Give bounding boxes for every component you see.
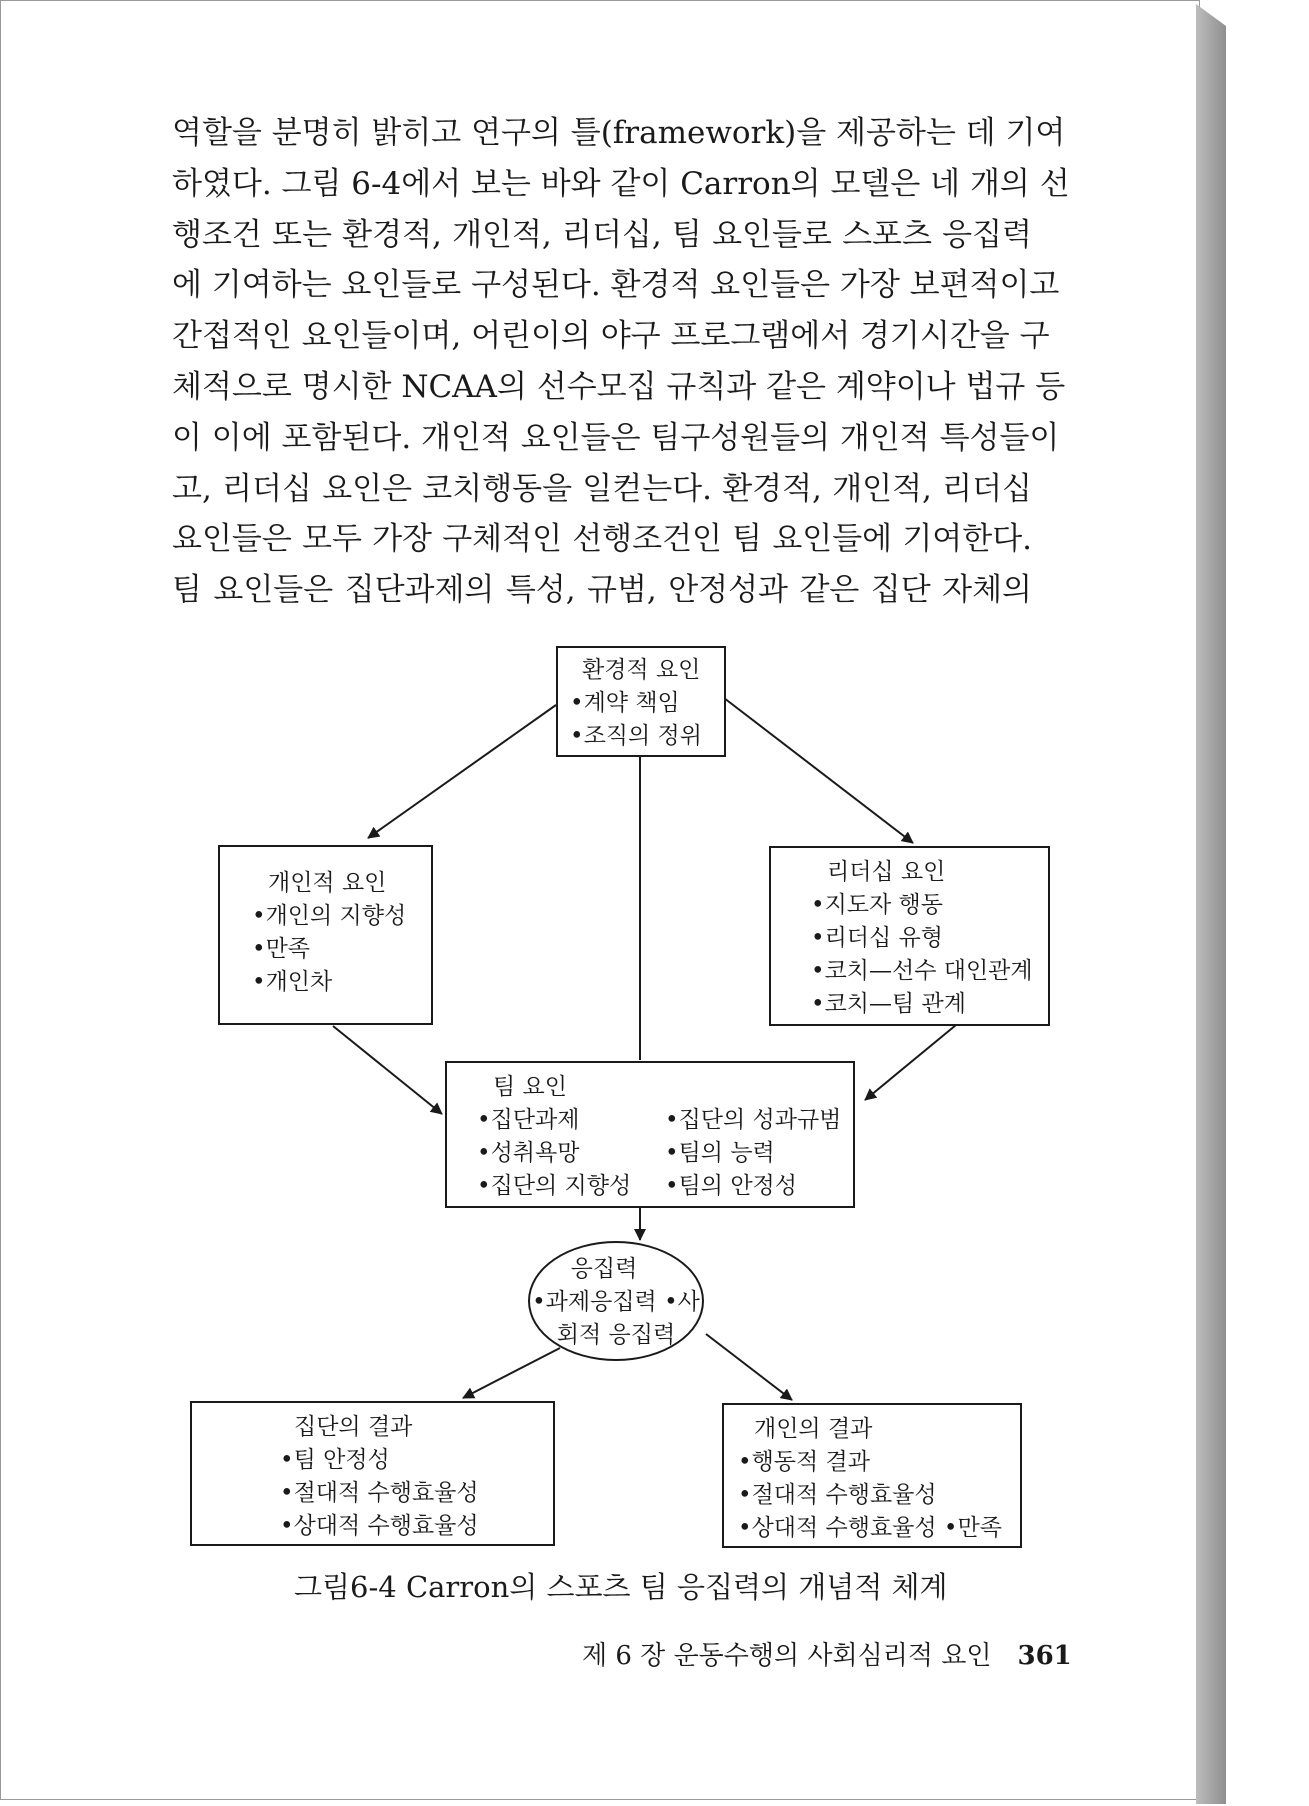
- box-item: •팀 안정성: [280, 1447, 390, 1473]
- box-title: 개인적 요인: [268, 870, 387, 896]
- box-item: •팀의 능력: [665, 1140, 775, 1166]
- team-factors-box: [445, 1061, 855, 1208]
- body-line: 하였다. 그림 6-4에서 보는 바와 같이 Carron의 모델은 네 개의 선: [172, 165, 1070, 202]
- box-item: •상대적 수행효율성: [280, 1513, 479, 1539]
- box-item: •코치—선수 대인관계: [811, 958, 1033, 984]
- box-item: •지도자 행동: [811, 892, 943, 918]
- box-item: •절대적 수행효율성: [280, 1480, 479, 1506]
- ellipse-title: 응집력: [570, 1256, 638, 1282]
- ellipse-item: •과제응집력: [532, 1289, 657, 1315]
- personal-factors-box: [218, 845, 433, 1025]
- box-title: 팀 요인: [493, 1074, 567, 1100]
- page-footer: [582, 1635, 1072, 1672]
- box-item: •만족: [252, 936, 311, 962]
- body-line: 팀 요인들은 집단과제의 특성, 규범, 안정성과 같은 집단 자체의: [172, 572, 1032, 609]
- box-item: •개인차: [252, 969, 333, 995]
- figure-caption: 그림6-4 Carron의 스포츠 팀 응집력의 개념적 체계: [294, 1570, 948, 1604]
- box-item: •절대적 수행효율성: [738, 1482, 937, 1508]
- box-item: •상대적 수행효율성 •만족: [738, 1515, 1002, 1541]
- arrow-leadership-to-team: [865, 1025, 956, 1100]
- chapter-title: 제 6 장 운동수행의 사회심리적 요인: [582, 1641, 992, 1671]
- box-item: •코치—팀 관계: [811, 991, 966, 1017]
- body-line: 역할을 분명히 밝히고 연구의 틀(framework)을 제공하는 데 기여: [172, 115, 1066, 151]
- box-item: •리더십 유형: [811, 925, 943, 951]
- group-outcome-box: [190, 1401, 555, 1546]
- box-item: •집단과제: [477, 1107, 580, 1133]
- page-number: 361: [1017, 1641, 1072, 1671]
- individual-outcome-box: [722, 1403, 1022, 1548]
- box-item: •집단의 성과규범: [665, 1107, 842, 1133]
- box-item: •팀의 안정성: [665, 1173, 797, 1199]
- leadership-factors-box: [769, 846, 1050, 1026]
- environmental-factors-box: [556, 646, 726, 757]
- body-line: 고, 리더십 요인은 코치행동을 일컫는다. 환경적, 개인적, 리더십: [172, 470, 1032, 507]
- box-item: •계약 책임: [570, 690, 680, 716]
- body-line: 에 기여하는 요인들로 구성된다. 환경적 요인들은 가장 보편적이고: [172, 267, 1060, 304]
- body-line: 체적으로 명시한 NCAA의 선수모집 규칙과 같은 계약이나 법규 등: [172, 368, 1066, 405]
- arrow-env-to-personal: [368, 705, 556, 838]
- arrow-env-to-leadership: [724, 698, 913, 843]
- arrow-cohesion-to-individual: [706, 1334, 792, 1400]
- team-items-right: [665, 1104, 841, 1203]
- box-title: 개인의 결과: [754, 1416, 873, 1442]
- team-items-left: [477, 1104, 665, 1203]
- ellipse-item: •사회적 응집력: [556, 1289, 700, 1348]
- body-line: 요인들은 모두 가장 구체적인 선행조건인 팀 요인들에 기여한다.: [172, 521, 1032, 558]
- body-line: 이 이에 포함된다. 개인적 요인들은 팀구성원들의 개인적 특성들이: [172, 419, 1060, 456]
- arrow-cohesion-to-group: [463, 1348, 560, 1398]
- box-title: 리더십 요인: [827, 859, 946, 885]
- box-item: •성취욕망: [477, 1140, 580, 1166]
- box-item: •조직의 정위: [570, 723, 702, 749]
- cohesion-ellipse: [528, 1241, 704, 1361]
- box-item: •집단의 지향성: [477, 1173, 632, 1199]
- box-item: •행동적 결과: [738, 1449, 870, 1475]
- box-title: 환경적 요인: [582, 657, 701, 683]
- body-line: 간접적인 요인들이며, 어린이의 야구 프로그램에서 경기시간을 구: [172, 318, 1050, 355]
- arrow-personal-to-team: [333, 1026, 442, 1114]
- body-line: 행조건 또는 환경적, 개인적, 리더십, 팀 요인들로 스포츠 응집력: [172, 216, 1032, 253]
- box-title: 집단의 결과: [294, 1414, 413, 1440]
- box-item: •개인의 지향성: [252, 903, 407, 929]
